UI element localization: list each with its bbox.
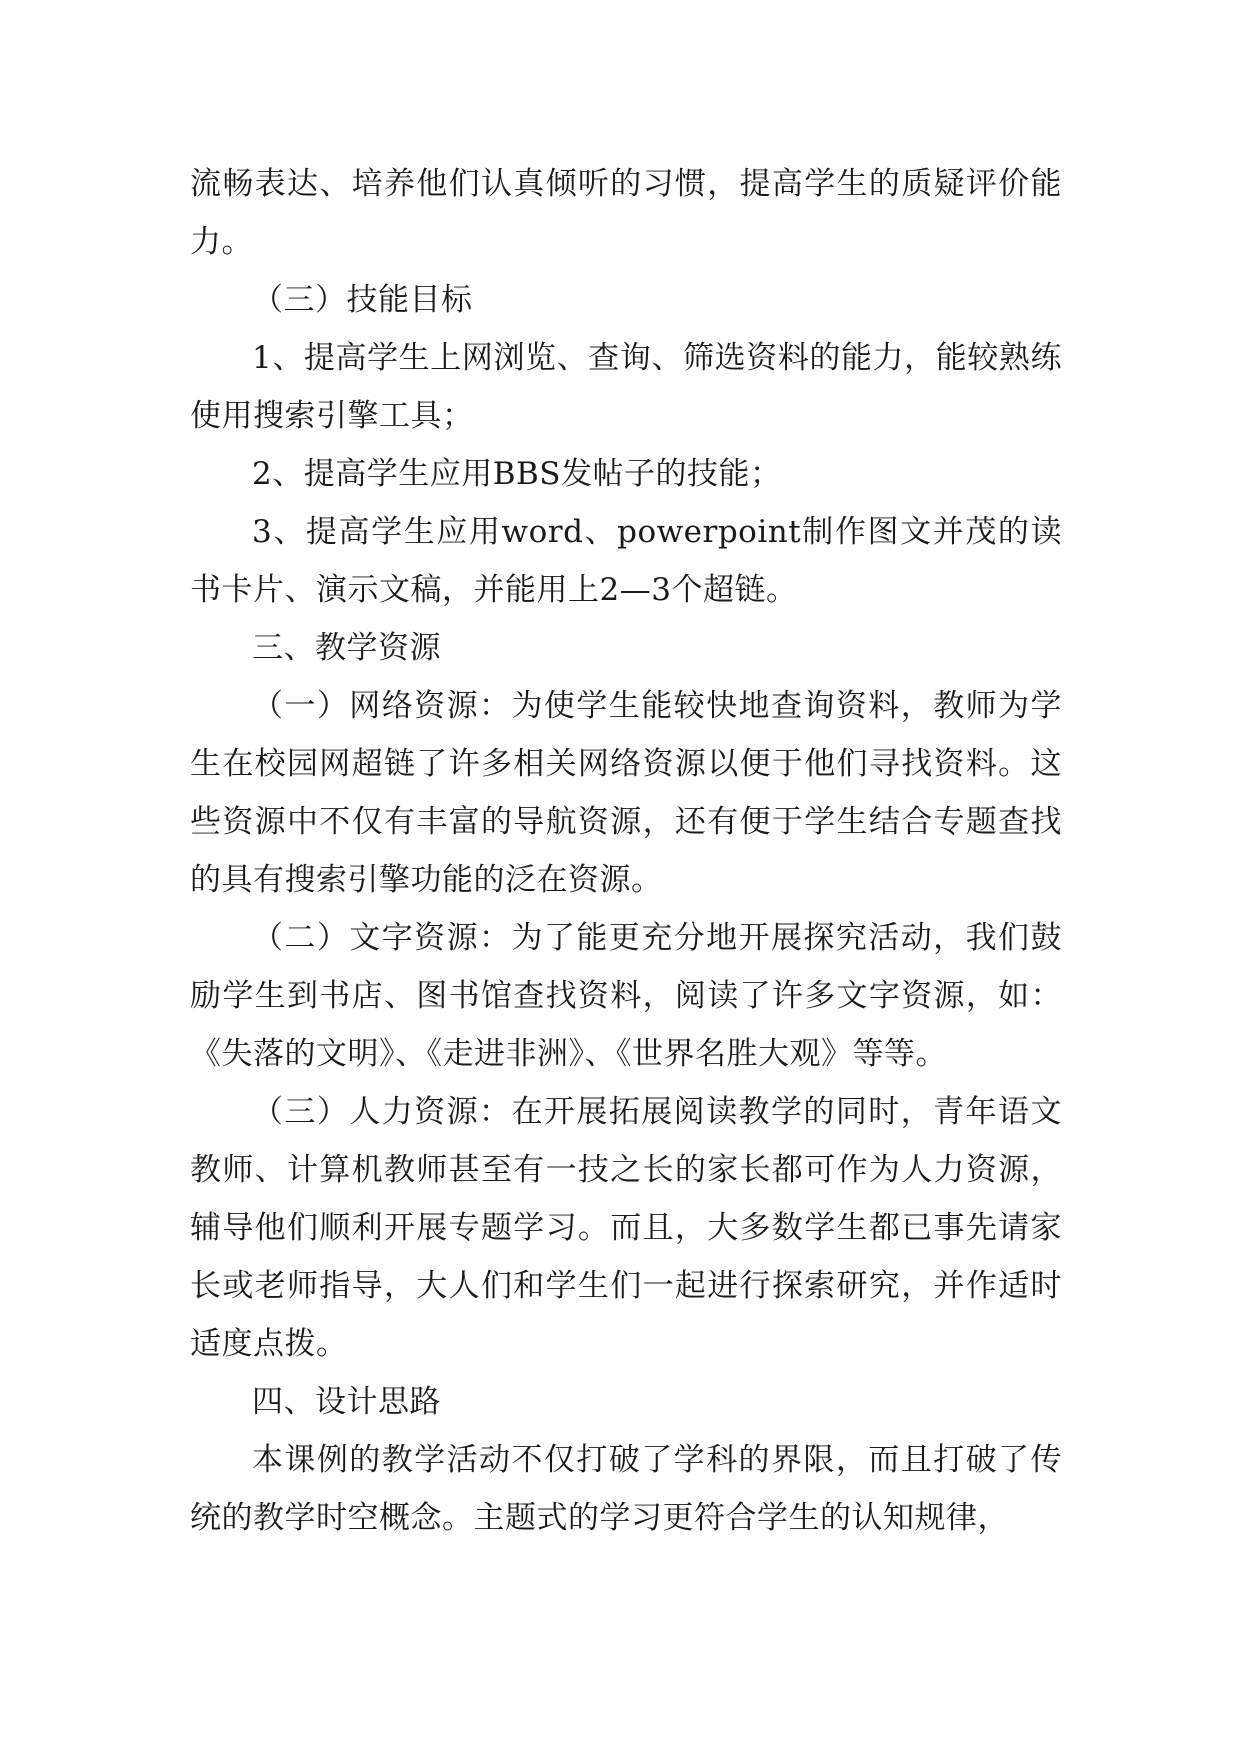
list-item-skill-2: 2、提高学生应用BBS发帖子的技能；	[252, 456, 782, 492]
list-item-skill-3: 3、提高学生应用word、powerpoint制作图文并茂的读书卡片、演示文稿，并能用上2—3个超链。	[190, 514, 1062, 608]
document-body	[190, 155, 1062, 1547]
paragraph-text-resources: （二）文字资源：为了能更充分地开展探究活动，我们鼓励学生到书店、图书馆查找资料，阅读了许多文字资源，如：《失落的文明》、《走进非洲》、《世界名胜大观》等等。	[190, 920, 1062, 1072]
paragraph-network-resources: （一）网络资源：为使学生能较快地查询资料，教师为学生在校园网超链了许多相关网络资源以便于他们寻找资料。这些资源中不仅有丰富的导航资源，还有便于学生结合专题查找的具有搜索引擎功能的泛在资源。	[190, 688, 1062, 898]
heading-skill-goals: （三）技能目标	[252, 282, 473, 318]
list-item-skill-1: 1、提高学生上网浏览、查询、筛选资料的能力，能较熟练使用搜索引擎工具；	[190, 340, 1062, 434]
paragraph-human-resources: （三）人力资源：在开展拓展阅读教学的同时，青年语文教师、计算机教师甚至有一技之长的家长都可作为人力资源，辅导他们顺利开展专题学习。而且，大多数学生都已事先请家长或老师指导，大人们和学生们一起进行探索研究，并作适时适度点拨。	[190, 1094, 1062, 1362]
paragraph-continuation: 流畅表达、培养他们认真倾听的习惯，提高学生的质疑评价能力。	[190, 166, 1062, 260]
heading-teaching-resources: 三、教学资源	[252, 630, 441, 666]
paragraph-design-ideas: 本课例的教学活动不仅打破了学科的界限，而且打破了传统的教学时空概念。主题式的学习更符合学生的认知规律，	[190, 1442, 1062, 1536]
heading-design-ideas: 四、设计思路	[252, 1384, 441, 1420]
